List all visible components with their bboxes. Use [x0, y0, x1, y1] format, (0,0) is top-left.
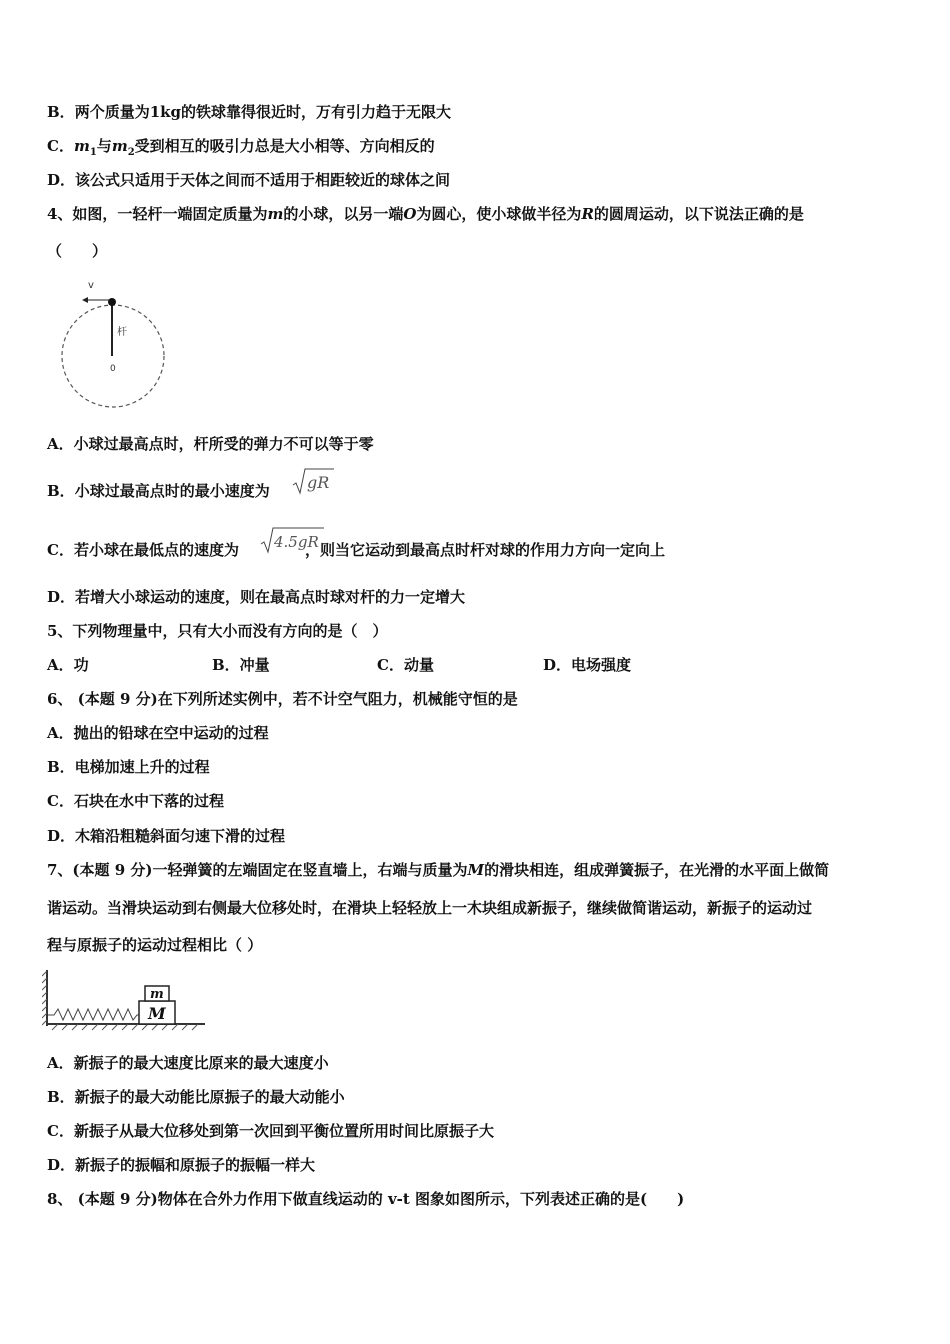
rod-label: 杆 — [117, 327, 127, 338]
q4-option-c: C．若小球在最低点的速度为 ，则当它运动到最高点时杆对球的作用力方向一定向上 — [47, 541, 665, 559]
q6-option-a: A．抛出的铅球在空中运动的过程 — [47, 724, 269, 742]
q5-stem: 5、下列物理量中，只有大小而没有方向的是（ ） — [47, 622, 388, 640]
q4-circular-motion-figure — [55, 272, 180, 417]
q7-stem-line-3: 程与原振子的运动过程相比（ ） — [47, 936, 263, 954]
q7-option-a: A．新振子的最大速度比原来的最大速度小 — [47, 1054, 329, 1072]
center-label: 0 — [110, 364, 116, 374]
q5-option-c: C．动量 — [377, 656, 434, 674]
q7-option-c: C．新振子从最大位移处到第一次回到平衡位置所用时间比原振子大 — [47, 1122, 494, 1140]
q4-option-b: B．小球过最高点时的最小速度为 — [47, 482, 270, 500]
q4-answer-paren: （ ） — [47, 242, 108, 260]
sqrt-radicand: gR — [307, 473, 330, 492]
q3-option-b: B．两个质量为1kg的铁球靠得很近时，万有引力趋于无限大 — [47, 103, 452, 121]
velocity-arrowhead — [82, 297, 88, 303]
q5-option-b: B．冲量 — [212, 656, 270, 674]
q3-option-c: C．$m_1$与$m_2$受到相互的吸引力总是大小相等、方向相反的 — [47, 137, 435, 158]
block-m-label: m — [150, 987, 164, 1002]
q7-spring-oscillator-figure — [42, 966, 210, 1032]
q7-option-d: D．新振子的振幅和原振子的振幅一样大 — [47, 1156, 316, 1174]
sqrt-radicand: 4.5gR — [274, 533, 319, 551]
q5-option-a: A．功 — [47, 656, 89, 674]
q4-stem: 4、如图，一轻杆一端固定质量为m的小球，以另一端O为圆心，使小球做半径为R的圆周运动，以下说法正确的是 — [47, 205, 804, 223]
spring — [48, 1009, 139, 1020]
q4-formula-sqrt-4.5gR — [260, 526, 326, 556]
q4-option-a: A．小球过最高点时，杆所受的弹力不可以等于零 — [47, 435, 374, 453]
velocity-label: v — [88, 280, 94, 291]
q6-option-b: B．电梯加速上升的过程 — [47, 758, 210, 776]
q3-option-d: D．该公式只适用于天体之间而不适用于相距较近的球体之间 — [47, 171, 451, 189]
ball — [108, 298, 116, 306]
q5-option-d: D．电场强度 — [543, 656, 632, 674]
q4-formula-sqrt-gR — [292, 467, 336, 497]
q6-option-c: C．石块在水中下落的过程 — [47, 792, 224, 810]
q6-option-d: D．木箱沿粗糙斜面匀速下滑的过程 — [47, 827, 286, 845]
q7-option-b: B．新振子的最大动能比原振子的最大动能小 — [47, 1088, 345, 1106]
q8-stem: 8、 (本题 9 分)物体在合外力作用下做直线运动的 v-t 图象如图所示，下列表述正确的是( ) — [47, 1190, 685, 1208]
block-M-label: M — [148, 1004, 166, 1023]
q6-stem: 6、 (本题 9 分)在下列所述实例中，若不计空气阻力，机械能守恒的是 — [47, 690, 518, 708]
q4-option-d: D．若增大小球运动的速度，则在最高点时球对杆的力一定增大 — [47, 588, 466, 606]
q7-stem-line-1: 7、(本题 9 分)一轻弹簧的左端固定在竖直墙上，右端与质量为M的滑块相连，组成弹簧振子，在光滑的水平面上做简 — [47, 861, 830, 879]
q7-stem-line-2: 谐运动。当滑块运动到右侧最大位移处时，在滑块上轻轻放上一木块组成新振子，继续做简谐运动，新振子的运动过 — [47, 899, 813, 917]
